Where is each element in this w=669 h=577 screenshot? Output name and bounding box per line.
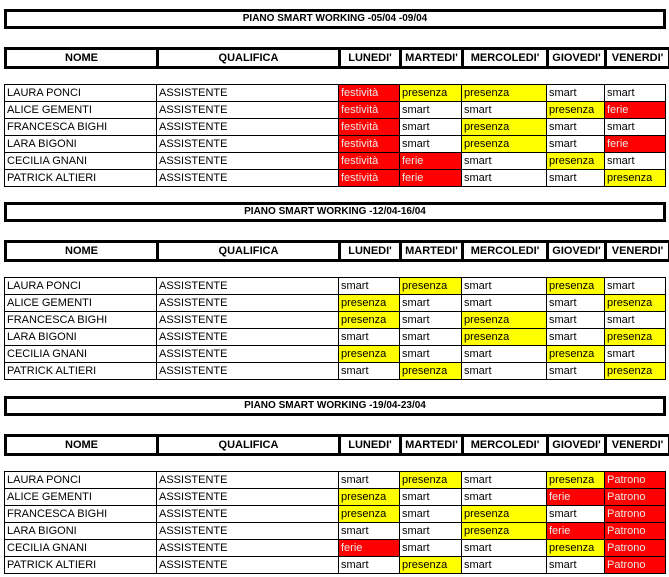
day-cell-lunedi: festività — [339, 102, 400, 119]
day-cell-giovedi: presenza — [547, 346, 605, 363]
table-row — [5, 85, 666, 102]
table-header — [4, 434, 669, 456]
employee-name: CECILIA GNANI — [5, 153, 157, 170]
employee-role: ASSISTENTE — [157, 119, 339, 136]
day-cell-lunedi: smart — [339, 557, 400, 574]
day-cell-mercoledi: smart — [462, 557, 547, 574]
table-row — [5, 136, 666, 153]
day-cell-giovedi: smart — [547, 119, 605, 136]
day-cell-lunedi: smart — [339, 523, 400, 540]
day-cell-venerdi: Patrono — [605, 472, 666, 489]
employee-role: ASSISTENTE — [157, 170, 339, 187]
employee-name: PATRICK ALTIERI — [5, 170, 157, 187]
day-cell-mercoledi: presenza — [462, 506, 547, 523]
day-cell-lunedi: presenza — [339, 312, 400, 329]
employee-name: CECILIA GNANI — [5, 540, 157, 557]
day-cell-venerdi: presenza — [605, 363, 666, 380]
day-cell-lunedi: festività — [339, 153, 400, 170]
day-cell-venerdi: presenza — [605, 170, 666, 187]
employee-name: ALICE GEMENTI — [5, 102, 157, 119]
header-venerdi: VENERDI' — [611, 245, 664, 257]
day-cell-lunedi: presenza — [339, 295, 400, 312]
employee-name: PATRICK ALTIERI — [5, 363, 157, 380]
day-cell-venerdi: Patrono — [605, 557, 666, 574]
header-qualifica: QUALIFICA — [159, 437, 341, 453]
day-cell-venerdi: smart — [605, 85, 666, 102]
day-cell-giovedi: smart — [547, 557, 605, 574]
day-cell-mercoledi: smart — [462, 540, 547, 557]
day-cell-giovedi: ferie — [547, 523, 605, 540]
header-martedi: MARTEDI' — [402, 437, 464, 453]
day-cell-martedi: smart — [400, 540, 462, 557]
day-cell-lunedi: smart — [339, 472, 400, 489]
employee-name: LARA BIGONI — [5, 136, 157, 153]
day-cell-venerdi: Patrono — [605, 540, 666, 557]
table-row — [5, 346, 666, 363]
day-cell-venerdi: presenza — [605, 329, 666, 346]
day-cell-martedi: smart — [400, 102, 462, 119]
employee-name: ALICE GEMENTI — [5, 295, 157, 312]
day-cell-lunedi: presenza — [339, 346, 400, 363]
day-cell-martedi: smart — [400, 489, 462, 506]
employee-role: ASSISTENTE — [157, 472, 339, 489]
employee-role: ASSISTENTE — [157, 489, 339, 506]
header-lunedi: LUNEDI' — [341, 50, 402, 66]
table-row — [5, 506, 666, 523]
schedule-table — [4, 277, 666, 380]
day-cell-lunedi: festività — [339, 85, 400, 102]
week-title: PIANO SMART WORKING -19/04-23/04 — [4, 396, 666, 416]
day-cell-venerdi: smart — [605, 346, 666, 363]
employee-role: ASSISTENTE — [157, 363, 339, 380]
table-row — [5, 557, 666, 574]
table-row — [5, 153, 666, 170]
table-row — [5, 363, 666, 380]
employee-name: LARA BIGONI — [5, 329, 157, 346]
employee-role: ASSISTENTE — [157, 557, 339, 574]
header-mercoledi: MERCOLEDI' — [464, 50, 549, 66]
header-venerdi: VENERDI' — [611, 439, 664, 451]
employee-name: ALICE GEMENTI — [5, 489, 157, 506]
week-title: PIANO SMART WORKING -05/04 -09/04 — [4, 9, 666, 29]
schedule-table — [4, 84, 666, 187]
day-cell-venerdi: Patrono — [605, 523, 666, 540]
day-cell-martedi: smart — [400, 295, 462, 312]
day-cell-martedi: smart — [400, 523, 462, 540]
day-cell-venerdi: Patrono — [605, 506, 666, 523]
header-giovedi: GIOVEDI' — [549, 50, 607, 66]
day-cell-giovedi: smart — [547, 295, 605, 312]
day-cell-mercoledi: presenza — [462, 119, 547, 136]
day-cell-martedi: presenza — [400, 85, 462, 102]
day-cell-martedi: smart — [400, 329, 462, 346]
day-cell-lunedi: festività — [339, 170, 400, 187]
day-cell-mercoledi: smart — [462, 295, 547, 312]
table-row — [5, 102, 666, 119]
employee-name: FRANCESCA BIGHI — [5, 312, 157, 329]
day-cell-martedi: smart — [400, 312, 462, 329]
day-cell-lunedi: presenza — [339, 506, 400, 523]
day-cell-martedi: smart — [400, 136, 462, 153]
employee-role: ASSISTENTE — [157, 312, 339, 329]
day-cell-giovedi: smart — [547, 136, 605, 153]
header-nome: NOME — [7, 437, 159, 453]
table-row — [5, 312, 666, 329]
day-cell-giovedi: smart — [547, 170, 605, 187]
day-cell-mercoledi: presenza — [462, 523, 547, 540]
day-cell-venerdi: smart — [605, 278, 666, 295]
day-cell-mercoledi: smart — [462, 170, 547, 187]
day-cell-martedi: smart — [400, 346, 462, 363]
day-cell-venerdi: Patrono — [605, 489, 666, 506]
day-cell-giovedi: smart — [547, 329, 605, 346]
day-cell-giovedi: presenza — [547, 278, 605, 295]
employee-role: ASSISTENTE — [157, 136, 339, 153]
employee-role: ASSISTENTE — [157, 523, 339, 540]
header-martedi: MARTEDI' — [402, 243, 464, 259]
day-cell-mercoledi: presenza — [462, 312, 547, 329]
table-row — [5, 523, 666, 540]
day-cell-martedi: smart — [400, 506, 462, 523]
employee-name: LAURA PONCI — [5, 278, 157, 295]
day-cell-martedi: ferie — [400, 170, 462, 187]
table-row — [5, 472, 666, 489]
day-cell-martedi: presenza — [400, 363, 462, 380]
day-cell-martedi: ferie — [400, 153, 462, 170]
employee-name: CECILIA GNANI — [5, 346, 157, 363]
week-title: PIANO SMART WORKING -12/04-16/04 — [4, 202, 666, 222]
day-cell-mercoledi: presenza — [462, 329, 547, 346]
day-cell-giovedi: ferie — [547, 489, 605, 506]
day-cell-lunedi: presenza — [339, 489, 400, 506]
header-qualifica: QUALIFICA — [159, 243, 341, 259]
header-nome: NOME — [7, 50, 159, 66]
day-cell-mercoledi: smart — [462, 489, 547, 506]
table-row — [5, 170, 666, 187]
day-cell-venerdi: presenza — [605, 295, 666, 312]
header-martedi: MARTEDI' — [402, 50, 464, 66]
schedule-table — [4, 471, 666, 574]
day-cell-giovedi: presenza — [547, 540, 605, 557]
day-cell-lunedi: smart — [339, 363, 400, 380]
day-cell-martedi: smart — [400, 119, 462, 136]
employee-role: ASSISTENTE — [157, 506, 339, 523]
day-cell-lunedi: festività — [339, 136, 400, 153]
day-cell-venerdi: ferie — [605, 136, 666, 153]
employee-role: ASSISTENTE — [157, 295, 339, 312]
header-qualifica: QUALIFICA — [159, 50, 341, 66]
header-lunedi: LUNEDI' — [341, 243, 402, 259]
day-cell-giovedi: presenza — [547, 102, 605, 119]
day-cell-giovedi: smart — [547, 506, 605, 523]
day-cell-giovedi: smart — [547, 312, 605, 329]
header-mercoledi: MERCOLEDI' — [464, 437, 549, 453]
table-row — [5, 295, 666, 312]
employee-name: LARA BIGONI — [5, 523, 157, 540]
table-header — [4, 47, 669, 69]
table-row — [5, 329, 666, 346]
day-cell-venerdi: ferie — [605, 102, 666, 119]
day-cell-giovedi: presenza — [547, 472, 605, 489]
day-cell-lunedi: smart — [339, 329, 400, 346]
table-row — [5, 540, 666, 557]
day-cell-martedi: presenza — [400, 472, 462, 489]
day-cell-martedi: presenza — [400, 557, 462, 574]
employee-role: ASSISTENTE — [157, 153, 339, 170]
day-cell-mercoledi: presenza — [462, 136, 547, 153]
day-cell-mercoledi: smart — [462, 472, 547, 489]
employee-role: ASSISTENTE — [157, 540, 339, 557]
header-venerdi: VENERDI' — [611, 52, 664, 64]
employee-name: LAURA PONCI — [5, 472, 157, 489]
header-giovedi: GIOVEDI' — [549, 437, 607, 453]
day-cell-mercoledi: presenza — [462, 85, 547, 102]
employee-name: LAURA PONCI — [5, 85, 157, 102]
day-cell-mercoledi: smart — [462, 363, 547, 380]
employee-role: ASSISTENTE — [157, 85, 339, 102]
day-cell-martedi: presenza — [400, 278, 462, 295]
day-cell-lunedi: smart — [339, 278, 400, 295]
employee-role: ASSISTENTE — [157, 329, 339, 346]
employee-name: FRANCESCA BIGHI — [5, 119, 157, 136]
day-cell-venerdi: smart — [605, 312, 666, 329]
day-cell-giovedi: smart — [547, 363, 605, 380]
employee-role: ASSISTENTE — [157, 102, 339, 119]
header-giovedi: GIOVEDI' — [549, 243, 607, 259]
employee-role: ASSISTENTE — [157, 278, 339, 295]
day-cell-venerdi: smart — [605, 119, 666, 136]
header-nome: NOME — [7, 243, 159, 259]
header-mercoledi: MERCOLEDI' — [464, 243, 549, 259]
day-cell-mercoledi: smart — [462, 102, 547, 119]
table-header — [4, 240, 669, 262]
day-cell-giovedi: smart — [547, 85, 605, 102]
table-row — [5, 489, 666, 506]
table-row — [5, 119, 666, 136]
employee-name: FRANCESCA BIGHI — [5, 506, 157, 523]
day-cell-venerdi: smart — [605, 153, 666, 170]
day-cell-mercoledi: smart — [462, 346, 547, 363]
day-cell-mercoledi: smart — [462, 153, 547, 170]
day-cell-lunedi: festività — [339, 119, 400, 136]
employee-role: ASSISTENTE — [157, 346, 339, 363]
header-lunedi: LUNEDI' — [341, 437, 402, 453]
day-cell-mercoledi: smart — [462, 278, 547, 295]
day-cell-lunedi: ferie — [339, 540, 400, 557]
employee-name: PATRICK ALTIERI — [5, 557, 157, 574]
day-cell-giovedi: presenza — [547, 153, 605, 170]
table-row — [5, 278, 666, 295]
